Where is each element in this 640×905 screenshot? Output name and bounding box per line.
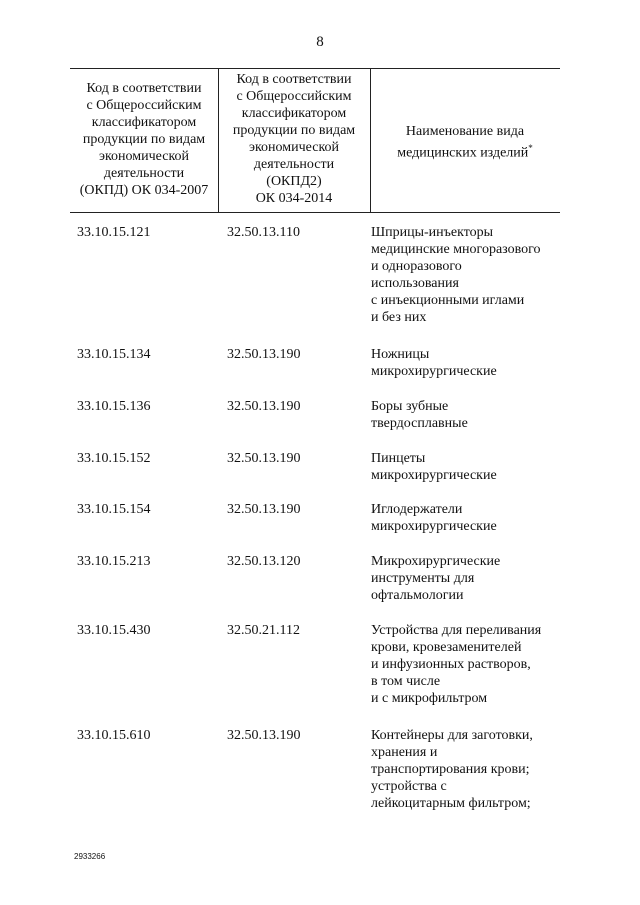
okpd-code: 33.10.15.430: [77, 623, 151, 638]
okpd2-code: 32.50.13.110: [227, 225, 300, 240]
okpd2-code: 32.50.13.190: [227, 399, 301, 414]
okpd-code: 33.10.15.121: [77, 225, 151, 240]
device-name: Контейнеры для заготовки, хранения и транспортирования крови; устройства с лейкоцитарным фильтром;: [371, 728, 533, 811]
device-name: Микрохирургические инструменты для офтальмологии: [371, 554, 501, 603]
okpd2-code: 32.50.13.190: [227, 728, 301, 743]
device-name: Пинцеты микрохирургические: [371, 451, 497, 483]
okpd-code: 33.10.15.610: [77, 728, 151, 743]
document-id: 2933266: [74, 852, 106, 861]
device-name: Устройства для переливания крови, кровезаменителей и инфузионных растворов, в том числе и с микрофильтром: [371, 623, 542, 706]
okpd2-code: 32.50.13.190: [227, 502, 301, 517]
okpd2-code: 32.50.13.190: [227, 451, 301, 466]
header-name-text: Наименование вида медицинских изделий: [397, 124, 529, 161]
header-footnote-mark: *: [528, 143, 533, 153]
device-name: Ножницы микрохирургические: [371, 347, 497, 379]
table-top-rule: [70, 68, 560, 69]
device-name: Иглодержатели микрохирургические: [371, 502, 497, 534]
table-header-bottom-rule: [70, 212, 560, 213]
okpd-code: 33.10.15.136: [77, 399, 151, 414]
okpd-code: 33.10.15.152: [77, 451, 151, 466]
header-name: [370, 123, 560, 162]
device-name: Боры зубные твердосплавные: [371, 399, 468, 431]
okpd-code: 33.10.15.213: [77, 554, 151, 569]
okpd-code: 33.10.15.154: [77, 502, 151, 517]
okpd-code: 33.10.15.134: [77, 347, 151, 362]
device-name: Шприцы-инъекторы медицинские многоразового и одноразового использования с инъекционными иглами и без них: [371, 225, 541, 325]
okpd2-code: 32.50.13.120: [227, 554, 301, 569]
okpd2-code: 32.50.21.112: [227, 623, 300, 638]
page-number: 8: [316, 34, 324, 50]
header-okpd: Код в соответствии с Общероссийским классификатором продукции по видам экономической деятельности (ОКПД) ОК 034-2007: [79, 81, 209, 198]
header-okpd2: Код в соответствии с Общероссийским классификатором продукции по видам экономической деятельности (ОКПД2) ОК 034-2014: [232, 72, 356, 206]
okpd2-code: 32.50.13.190: [227, 347, 301, 362]
